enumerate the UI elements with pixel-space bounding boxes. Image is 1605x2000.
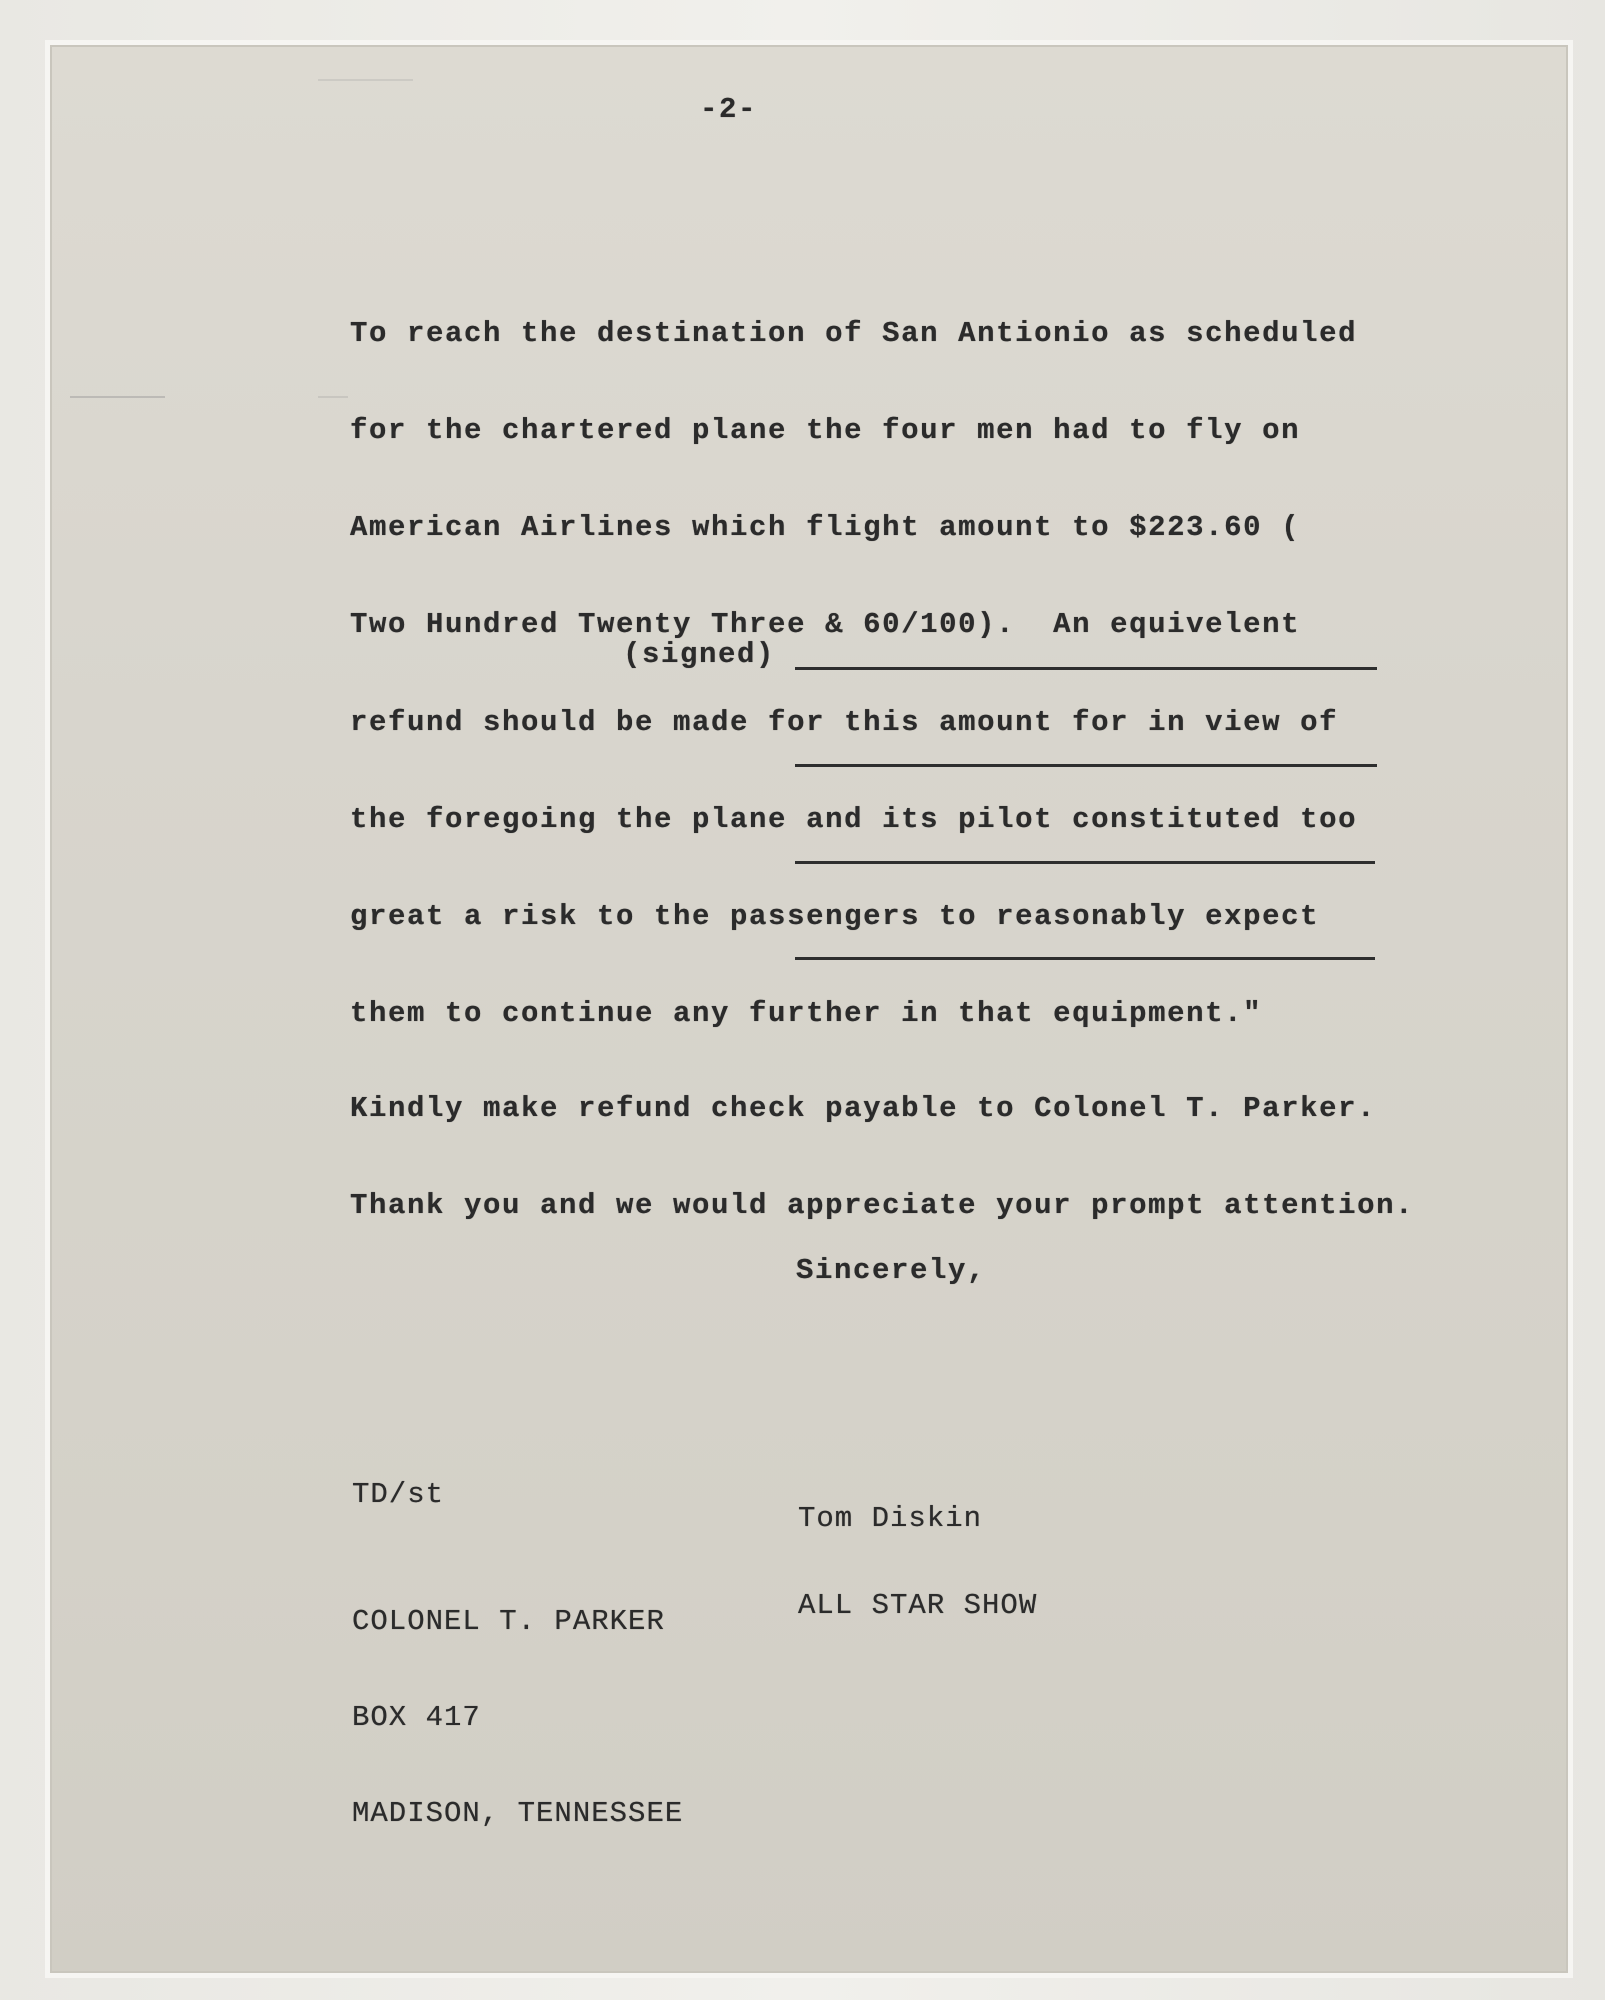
signature-line xyxy=(795,764,1377,767)
paragraph-line: for the chartered plane the four men had to fly on xyxy=(350,414,1301,448)
recipient-address xyxy=(352,1542,683,1862)
paragraph-line: refund should be made for this amount for in view of xyxy=(350,705,1339,739)
closing-line: Thank you and we would appreciate your prompt attention. xyxy=(350,1189,1415,1223)
paper-mark xyxy=(70,396,165,398)
signature-line xyxy=(795,667,1377,670)
paper-mark xyxy=(318,79,413,81)
closing-line: Kindly make refund check payable to Colonel T. Parker. xyxy=(350,1091,1377,1125)
closing-paragraph xyxy=(350,1028,1414,1255)
paragraph-line: American Airlines which flight amount to $223.60 ( xyxy=(350,511,1301,545)
paragraph-line: them to continue any further in that equipment." xyxy=(350,997,1263,1031)
body-paragraph xyxy=(350,253,1357,1063)
page-number: -2- xyxy=(700,93,758,126)
complimentary-close: Sincerely, xyxy=(796,1254,987,1287)
signature-line xyxy=(795,957,1375,960)
paragraph-line: the foregoing the plane and its pilot constituted too xyxy=(350,802,1358,836)
signer-organization: ALL STAR SHOW xyxy=(798,1589,1038,1622)
address-line: COLONEL T. PARKER xyxy=(352,1605,665,1638)
paragraph-line: Two Hundred Twenty Three & 60/100). An equivelent xyxy=(350,608,1301,642)
address-line: MADISON, TENNESSEE xyxy=(352,1797,684,1830)
paragraph-line: To reach the destination of San Antionio as scheduled xyxy=(350,316,1358,350)
signer-name: Tom Diskin xyxy=(798,1502,983,1535)
address-line: BOX 417 xyxy=(352,1701,481,1734)
signature-line xyxy=(795,861,1375,864)
paragraph-line: great a risk to the passengers to reasonably expect xyxy=(350,900,1320,934)
paper-mark xyxy=(318,396,348,398)
signed-label: (signed) xyxy=(623,638,776,671)
reference-initials: TD/st xyxy=(352,1478,445,1511)
signer-block xyxy=(798,1446,1037,1649)
